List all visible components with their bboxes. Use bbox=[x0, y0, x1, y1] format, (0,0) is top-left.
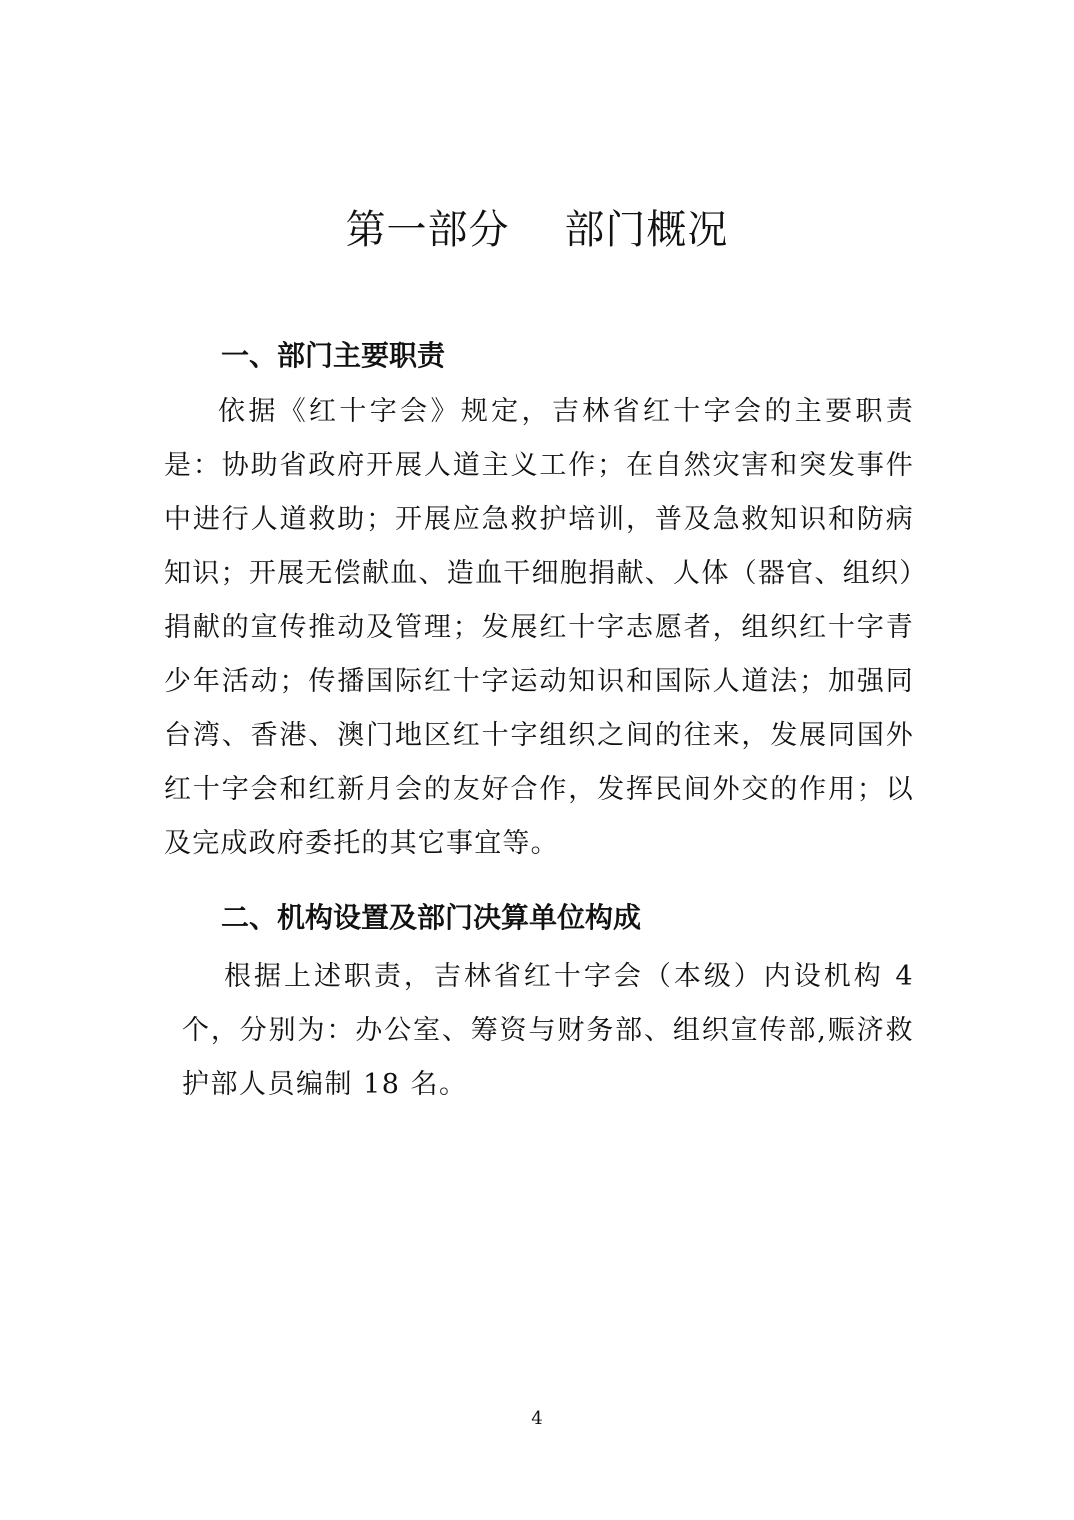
section-heading-responsibilities: 一、部门主要职责 bbox=[221, 339, 446, 372]
page-number: 4 bbox=[531, 1408, 543, 1429]
section-heading-organization: 二、机构设置及部门决算单位构成 bbox=[221, 901, 642, 934]
section-body-organization: 根据上述职责，吉林省红十字会（本级）内设机构 4 个，分别为：办公室、筹资与财务部、组织宣传部,赈济救护部人员编制 18 名。 bbox=[182, 961, 914, 1100]
section-body-responsibilities: 依据《红十字会》规定，吉林省红十字会的主要职责是：协助省政府开展人道主义工作；在自然灾害和突发事件中进行人道救助；开展应急救护培训，普及急救知识和防病知识；开展无偿献血、造血干细胞捐献、人体（器官、组织）捐献的宣传推动及管理；发展红十字志愿者，组织红十字青少年活动；传播国际红十字运动知识和国际人道法；加强同台湾、香港、澳门地区红十字组织之间的往来，发展同国外红十字会和红新月会的友好合作，发挥民间外交的作用；以及完成政府委托的其它事宜等。 bbox=[164, 396, 914, 859]
page-title: 第一部分 部门概况 bbox=[345, 207, 729, 253]
